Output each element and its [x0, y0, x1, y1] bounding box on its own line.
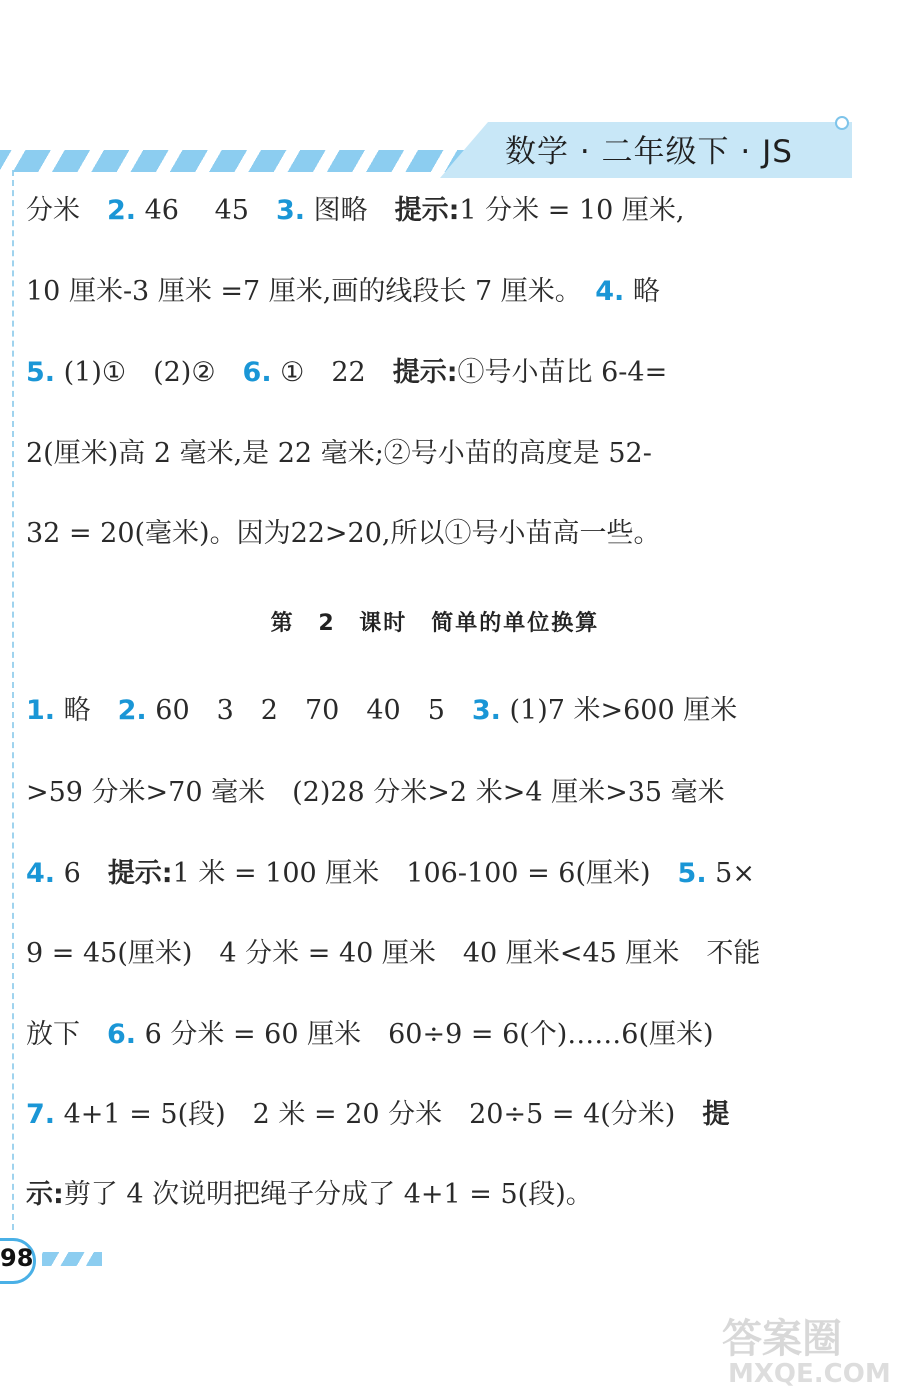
- header-stripe-band: [0, 150, 470, 172]
- answer-text: 略: [55, 695, 118, 726]
- page-number: 98: [0, 1244, 34, 1272]
- answer-line: [26, 691, 856, 731]
- watermark-sub: MXQE.COM: [728, 1359, 891, 1389]
- hint-label: 示:: [26, 1179, 64, 1210]
- answer-text: 略: [624, 276, 660, 307]
- answer-text: 60 3 2 70 40 5: [146, 695, 472, 726]
- watermark-main: 答案圈: [722, 1316, 842, 1362]
- answer-text: (1)7 米>600 厘米: [500, 695, 738, 726]
- header-title: 数学 · 二年级下 · JS: [505, 134, 793, 170]
- answer-line: [26, 434, 856, 474]
- answer-text: 46 45: [136, 195, 276, 226]
- answer-line: [26, 1175, 856, 1215]
- answer-text: 2(厘米)高 2 毫米,是 22 毫米;②号小苗的高度是 52-: [26, 438, 652, 469]
- footer-stripe-band: [42, 1252, 102, 1266]
- question-number: 5.: [26, 357, 56, 388]
- answer-line: [26, 514, 856, 554]
- hint-label: 提示:: [107, 858, 173, 889]
- answer-text: 6: [55, 858, 108, 889]
- answer-line: [26, 191, 856, 231]
- question-number: 3.: [471, 695, 501, 726]
- answer-line: [26, 272, 856, 312]
- hint-label: 提示:: [394, 195, 460, 226]
- answer-text: 1 分米 = 10 厘米,: [459, 195, 685, 226]
- answer-text: 6 分米 = 60 厘米 60÷9 = 6(个)……6(厘米): [136, 1019, 714, 1050]
- question-number: 5.: [677, 858, 707, 889]
- answer-line: [26, 773, 856, 813]
- question-number: 6.: [107, 1019, 137, 1050]
- question-number: 4.: [26, 858, 56, 889]
- answer-text: 图略: [304, 195, 395, 226]
- answer-text: (1)① (2)②: [55, 357, 243, 388]
- question-number: 4.: [595, 276, 625, 307]
- answer-text: ①号小苗比 6-4=: [457, 357, 668, 388]
- answer-line: [26, 353, 856, 393]
- answer-line: [26, 854, 856, 894]
- answer-text: 9 = 45(厘米) 4 分米 = 40 厘米 40 厘米<45 厘米 不能: [26, 938, 761, 969]
- answer-text: >59 分米>70 毫米 (2)28 分米>2 米>4 厘米>35 毫米: [26, 777, 725, 808]
- question-number: 7.: [26, 1099, 56, 1130]
- answer-text: 放下: [26, 1019, 107, 1050]
- answer-text: 1 米 = 100 厘米 106-100 = 6(厘米): [172, 858, 678, 889]
- answer-line: [26, 1095, 856, 1135]
- question-number: 6.: [242, 357, 272, 388]
- answer-text: 剪了 4 次说明把绳子分成了 4+1 = 5(段)。: [63, 1179, 593, 1210]
- answer-text: 4+1 = 5(段) 2 米 = 20 分米 20÷5 = 4(分米): [55, 1099, 703, 1130]
- question-number: 2.: [117, 695, 147, 726]
- answer-text: 32 = 20(毫米)。因为22>20,所以①号小苗高一些。: [26, 518, 661, 549]
- question-number: 2.: [107, 195, 137, 226]
- answer-text: 5×: [706, 858, 755, 889]
- answer-text: ① 22: [271, 357, 393, 388]
- hint-label: 提示:: [392, 357, 458, 388]
- answer-line: [26, 1015, 856, 1055]
- answer-text: 10 厘米-3 厘米 =7 厘米,画的线段长 7 厘米。: [26, 276, 596, 307]
- question-number: 1.: [26, 695, 56, 726]
- answer-line: [26, 934, 856, 974]
- answer-text: 分米: [26, 195, 107, 226]
- margin-dashed-line: [12, 170, 14, 1230]
- section-title: 第 2 课时 简单的单位换算: [270, 611, 600, 636]
- watermark-logo: [700, 1300, 900, 1390]
- question-number: 3.: [275, 195, 305, 226]
- hint-label: 提: [702, 1099, 730, 1130]
